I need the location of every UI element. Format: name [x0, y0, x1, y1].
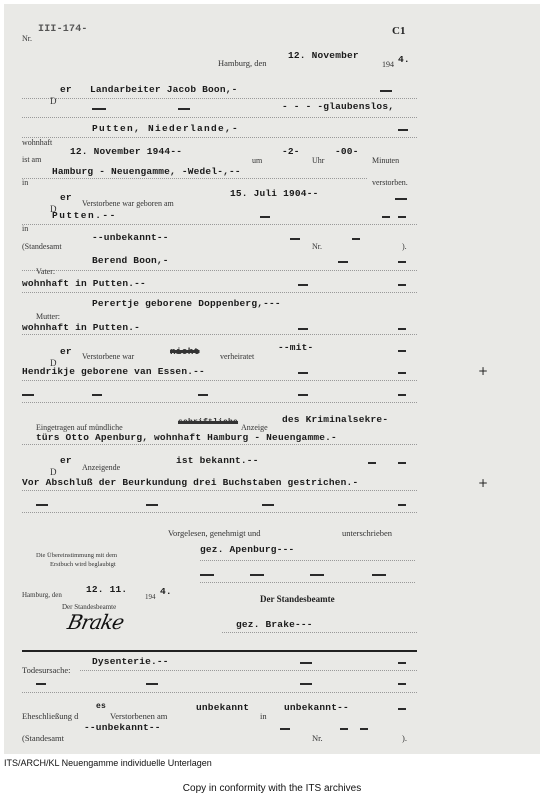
- born-label: Verstorbene war geboren am: [82, 199, 174, 208]
- standesbeamte-left: Der Standesbeamte: [62, 603, 117, 611]
- unterschrieben-label: unterschrieben: [342, 528, 393, 538]
- fill-dash: [372, 574, 386, 576]
- dotted-line: [22, 444, 417, 445]
- separator-rule: [22, 650, 417, 652]
- fill-dash: [146, 683, 158, 685]
- ehe-date: unbekannt: [196, 702, 250, 713]
- um-label: um: [252, 156, 263, 165]
- hamburg-label: Hamburg, den: [22, 591, 62, 599]
- year-prefix: 194: [382, 60, 394, 69]
- dotted-line: [22, 692, 417, 693]
- conformity-caption: Copy in conformity with the ITS archives: [182, 783, 362, 794]
- cert-year-suffix: 4.: [160, 586, 172, 597]
- dotted-line: [80, 670, 417, 671]
- spouse-name: Hendrikje geborene van Essen.--: [22, 366, 205, 377]
- fill-dash: [398, 708, 406, 710]
- fill-dash: [300, 662, 312, 664]
- form-code: C1: [392, 25, 406, 37]
- reporter-line-1: des Kriminalsekre-: [282, 414, 389, 425]
- fill-dash: [398, 261, 406, 263]
- fill-dash: [298, 394, 308, 396]
- fill-dash: [398, 683, 406, 685]
- handwritten-signature: Brake: [65, 610, 126, 634]
- dotted-line: [200, 582, 415, 583]
- in-label-2: in: [22, 224, 29, 233]
- fill-dash: [395, 198, 407, 200]
- fill-dash: [298, 372, 308, 374]
- fill-dash: [360, 728, 368, 730]
- dotted-line: [22, 402, 417, 403]
- reporter-line-2: türs Otto Apenburg, wohnhaft Hamburg - Neuengamme.-: [36, 432, 337, 443]
- death-hour: -2-: [282, 146, 300, 157]
- fill-dash: [398, 284, 406, 286]
- death-minutes: -00-: [335, 146, 359, 157]
- dotted-line: [22, 334, 417, 335]
- cause-of-death: Dysenterie.--: [92, 656, 169, 667]
- birth-place: Putten.--: [52, 210, 117, 221]
- fill-dash: [298, 328, 308, 330]
- der-suffix-2: er: [60, 192, 72, 203]
- nr-value: III-174-: [38, 24, 88, 35]
- ehe-label: Eheschließung d: [22, 711, 79, 721]
- fill-dash: [260, 216, 270, 218]
- reported-struck: schriftliche: [178, 418, 239, 427]
- wohnhaft-label: wohnhaft: [22, 138, 53, 147]
- plus-mark: +: [478, 364, 489, 378]
- dotted-line: [200, 560, 415, 561]
- minuten-label: Minuten: [372, 156, 400, 165]
- nr-label-2: Nr.: [312, 242, 322, 251]
- der-prefix-2: D: [50, 204, 57, 214]
- correction-note: Vor Abschluß der Beurkundung drei Buchstaben gestrichen.-: [22, 477, 359, 488]
- dotted-line: [222, 632, 417, 633]
- verstorben-label: verstorben.: [372, 178, 408, 187]
- fill-dash: [262, 504, 274, 506]
- ehe-suffix: es: [96, 702, 107, 711]
- fill-dash: [36, 504, 48, 506]
- fill-dash: [340, 728, 348, 730]
- fill-dash: [92, 108, 106, 110]
- close-paren: ).: [402, 242, 407, 251]
- todesursache-label: Todesursache:: [22, 665, 71, 675]
- fill-dash: [300, 683, 312, 685]
- mutter-label: Mutter:: [36, 312, 60, 321]
- standesamt-label: (Standesamt: [22, 242, 62, 251]
- dotted-line: [22, 117, 417, 118]
- fill-dash: [380, 90, 392, 92]
- dotted-line: [22, 512, 417, 513]
- religion: - - - -glaubenslos,: [282, 101, 395, 112]
- dotted-line: [22, 292, 417, 293]
- fill-dash: [298, 284, 308, 286]
- fill-dash: [280, 728, 290, 730]
- dotted-line: [22, 178, 367, 179]
- fill-dash: [146, 504, 158, 506]
- fill-dash: [198, 394, 208, 396]
- plus-mark-2: +: [478, 476, 489, 490]
- fill-dash: [398, 328, 406, 330]
- birth-date: 15. Juli 1904--: [230, 188, 319, 199]
- fill-dash: [352, 238, 360, 240]
- archive-caption: ITS/ARCH/KL Neuengamme individuelle Unterlagen: [4, 758, 212, 768]
- fill-dash: [200, 574, 214, 576]
- place-date-label: Hamburg, den: [218, 58, 267, 68]
- der-prefix-3: D: [50, 358, 57, 368]
- death-date: 12. November 1944--: [70, 146, 183, 157]
- nr-label-3: Nr.: [312, 733, 323, 743]
- standesamt-label-2: (Standesamt: [22, 733, 65, 743]
- married-mit: --mit-: [278, 342, 314, 353]
- married-struck: nicht: [170, 346, 200, 357]
- uebereinstimmung-line-1: Die Übereinstimmung mit dem: [36, 552, 118, 559]
- document-date: 12. November: [288, 50, 359, 61]
- dotted-line: [22, 137, 417, 138]
- ehe-place: unbekannt--: [284, 702, 349, 713]
- fill-dash: [398, 662, 406, 664]
- fill-dash: [398, 504, 406, 506]
- fill-dash: [398, 216, 406, 218]
- fill-dash: [368, 462, 376, 464]
- fill-dash: [250, 574, 264, 576]
- father-name: Berend Boon,-: [92, 255, 169, 266]
- death-place: Hamburg - Neuengamme, -Wedel-,--: [52, 166, 241, 177]
- ehe-in-label: in: [260, 711, 267, 721]
- reported-label: Eingetragen auf mündliche: [36, 423, 123, 432]
- standesamt-value-2: --unbekannt--: [84, 722, 161, 733]
- fill-dash: [310, 574, 324, 576]
- in-label: in: [22, 178, 29, 187]
- dotted-line: [22, 270, 417, 271]
- anzeigende-label: Anzeigende: [82, 463, 121, 472]
- residence: Putten, Niederlande,-: [92, 123, 240, 134]
- known-value: ist bekannt.--: [176, 455, 259, 466]
- married-label: Verstorbene war: [82, 352, 135, 361]
- father-residence: wohnhaft in Putten.--: [22, 278, 146, 289]
- uebereinstimmung-line-2: Erstbuch wird beglaubigt: [50, 561, 116, 568]
- ehe-label-2: Verstorbenen am: [110, 711, 168, 721]
- vater-label: Vater:: [36, 267, 56, 276]
- fill-dash: [36, 683, 46, 685]
- fill-dash: [398, 462, 406, 464]
- dotted-line: [22, 98, 417, 99]
- dotted-line: [22, 380, 417, 381]
- signer-name: gez. Apenburg---: [200, 544, 295, 555]
- der-suffix-4: er: [60, 455, 72, 466]
- dotted-line: [22, 490, 417, 491]
- fill-dash: [398, 372, 406, 374]
- year-suffix: 4.: [398, 54, 410, 65]
- nr-label: Nr.: [22, 34, 32, 43]
- fill-dash: [382, 216, 390, 218]
- der-suffix: er: [60, 84, 72, 95]
- anzeige-label: Anzeige: [241, 423, 268, 432]
- uhr-label: Uhr: [312, 156, 325, 165]
- fill-dash: [338, 261, 348, 263]
- ist-am-label: ist am: [22, 155, 42, 164]
- standesbeamte-right: Der Standesbeamte: [260, 594, 335, 604]
- official-signer: gez. Brake---: [236, 619, 313, 630]
- standesamt-value: --unbekannt--: [92, 232, 169, 243]
- dotted-line: [22, 224, 417, 225]
- fill-dash: [22, 394, 34, 396]
- close-paren-2: ).: [402, 733, 407, 743]
- fill-dash: [178, 108, 190, 110]
- mother-residence: wohnhaft in Putten.-: [22, 322, 141, 333]
- fill-dash: [398, 350, 406, 352]
- cert-date: 12. 11.: [86, 584, 128, 595]
- cert-year-prefix: 194: [145, 593, 156, 601]
- fill-dash: [398, 394, 406, 396]
- vorgelesen-label: Vorgelesen, genehmigt und: [168, 528, 261, 538]
- fill-dash: [398, 129, 408, 131]
- der-suffix-3: er: [60, 346, 72, 357]
- deceased-name: Landarbeiter Jacob Boon,-: [90, 84, 238, 95]
- fill-dash: [92, 394, 102, 396]
- der-prefix-4: D: [50, 467, 57, 477]
- mother-name: Perertje geborene Doppenberg,---: [92, 298, 281, 309]
- fill-dash: [290, 238, 300, 240]
- verheiratet-label: verheiratet: [220, 352, 255, 361]
- der-prefix: D: [50, 96, 57, 106]
